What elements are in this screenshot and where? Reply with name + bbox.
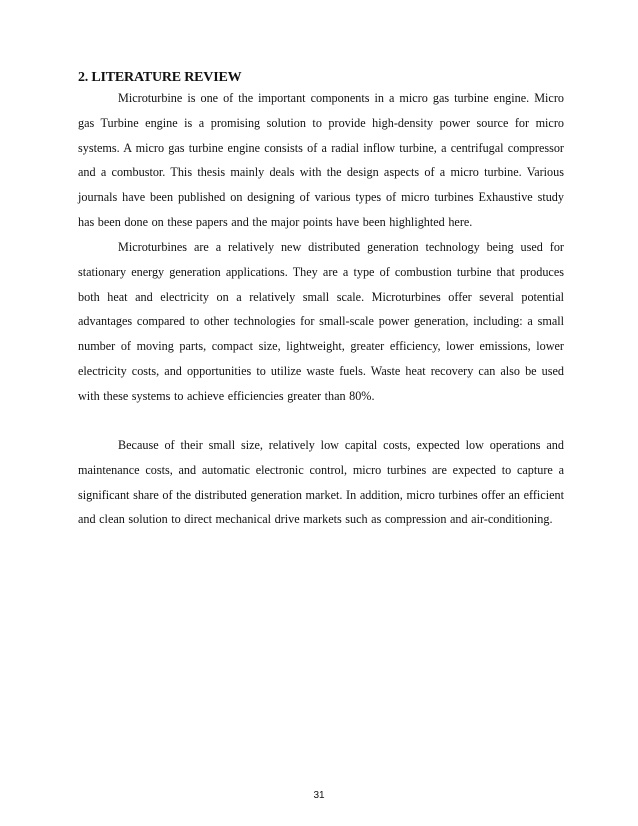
page-number: 31: [313, 790, 325, 801]
paragraph-2: Microturbines are a relatively new distributed generation technology being used for stationary energy generation applications. They are a type of combustion turbine that produces both heat and electricity on a relatively small scale. Microturbines offer several potential advantages compared to other technologies for small-scale power generation, including: a small number of moving parts, compact size, lightweight, greater efficiency, lower emissions, lower electricity costs, and opportunities to utilize waste fuels. Waste heat recovery can also be used with these systems to achieve efficiencies greater than 80%.: [78, 240, 564, 403]
section-heading: 2. LITERATURE REVIEW: [78, 70, 242, 85]
paragraph-3: Because of their small size, relatively low capital costs, expected low operations and maintenance costs, and automatic electronic control, micro turbines are expected to capture a significant share of the distributed generation market. In addition, micro turbines offer an efficient and clean solution to direct mechanical drive markets such as compression and air-conditioning.: [78, 438, 564, 527]
paragraph-1: Microturbine is one of the important components in a micro gas turbine engine. Micro gas Turbine engine is a promising solution to provide high-density power source for micro systems. A micro gas turbine engine consists of a radial inflow turbine, a centrifugal compressor and a combustor. This thesis mainly deals with the design aspects of a micro turbine. Various journals have been published on designing of various types of micro turbines Exhaustive study has been done on these papers and the major points have been highlighted here.: [78, 91, 564, 229]
